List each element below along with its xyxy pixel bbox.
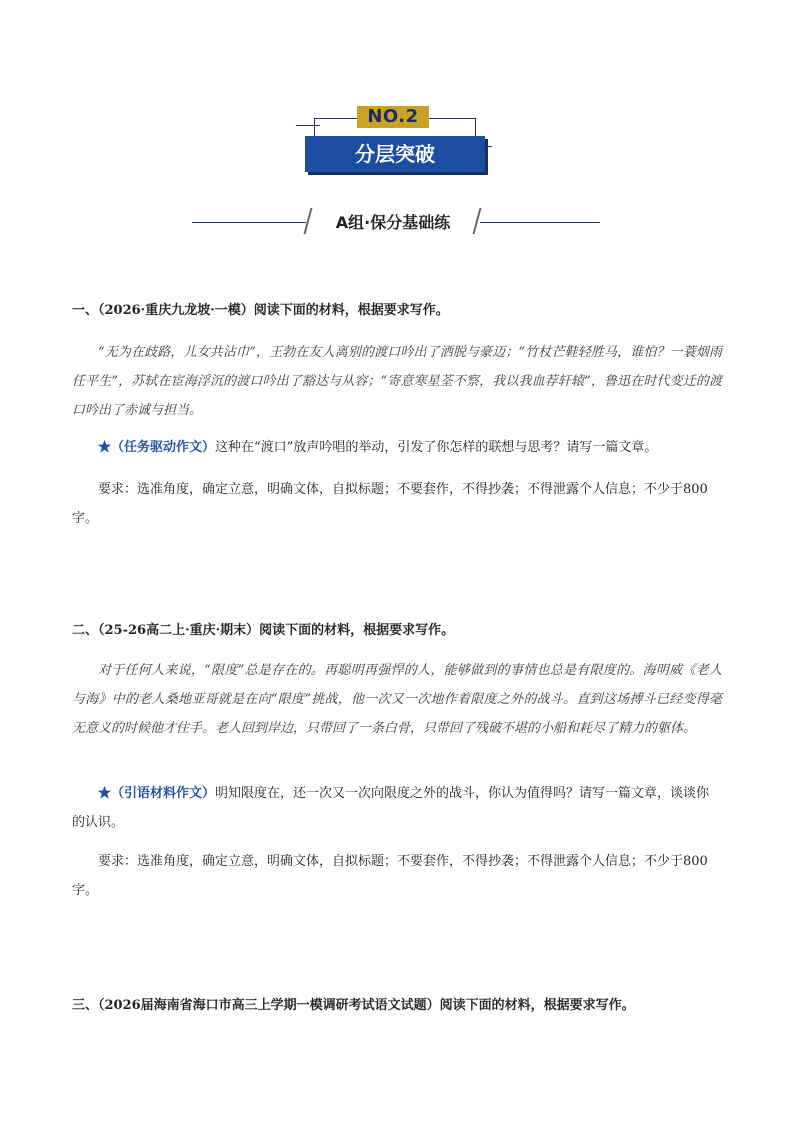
question-3-heading: 三、（2026届海南省海口市高三上学期一模调研考试语文试题）阅读下面的材料，根据要求写作。 xyxy=(72,998,635,1013)
question-2-requirement: 要求：选准角度，确定立意，明确文体，自拟标题；不要套作，不得抄袭；不得泄露个人信息；不少于800字。 xyxy=(72,854,708,898)
star-icon: ★ xyxy=(98,440,112,455)
question-2-task-label: （引语材料作文） xyxy=(111,786,216,801)
question-1-task xyxy=(72,433,722,462)
question-1-task-label: （任务驱动作文） xyxy=(111,440,216,455)
question-2-material: 对于任何人来说，“限度”总是存在的。再聪明再强悍的人，能够做到的事情也总是有限度的。海明威《老人与海》中的老人桑地亚哥就是在向“限度”挑战，他一次又一次地作着限度之外的战斗。直到这场搏斗已经变得毫无意义的时候他才住手。老人回到岸边，只带回了一条白骨，只带回了残破不堪的小船和耗尽了精力的躯体。 xyxy=(72,663,722,736)
question-2-heading: 二、（25-26高二上·重庆·期末）阅读下面的材料，根据要求写作。 xyxy=(72,623,455,638)
question-1-heading: 一、（2026·重庆九龙坡·一模）阅读下面的材料，根据要求写作。 xyxy=(72,303,449,318)
section-title: A组·保分基础练 xyxy=(335,213,451,232)
question-1-task-text: 这种在“渡口”放声吟唱的举动，引发了你怎样的联想与思考？请写一篇文章。 xyxy=(215,440,658,455)
chapter-title: 分层突破 xyxy=(305,136,485,172)
divider-line-right xyxy=(480,222,600,223)
question-2-task-text: 明知限度在，还一次又一次向限度之外的战斗，你认为值得吗？请写一篇文章，谈谈你的认识。 xyxy=(72,786,710,830)
star-icon: ★ xyxy=(98,786,112,801)
question-1-material: “无为在歧路，儿女共沾巾”，王勃在友人离别的渡口吟出了洒脱与豪迈；“竹杖芒鞋轻胜马，谁怕？一蓑烟雨任平生”，苏轼在宦海浮沉的渡口吟出了豁达与从容；“寄意寒星荃不察，我以我血荐轩辕”，鲁迅在时代变迁的渡口吟出了赤诚与担当。 xyxy=(72,345,722,418)
section-number-badge: NO.2 xyxy=(357,106,429,128)
question-2-task xyxy=(72,779,722,837)
badge-decor-line-right xyxy=(484,146,492,147)
divider-line-left xyxy=(192,222,306,223)
question-1-requirement: 要求：选准角度，确定立意，明确文体，自拟标题；不要套作，不得抄袭；不得泄露个人信息；不少于800字。 xyxy=(72,482,708,526)
